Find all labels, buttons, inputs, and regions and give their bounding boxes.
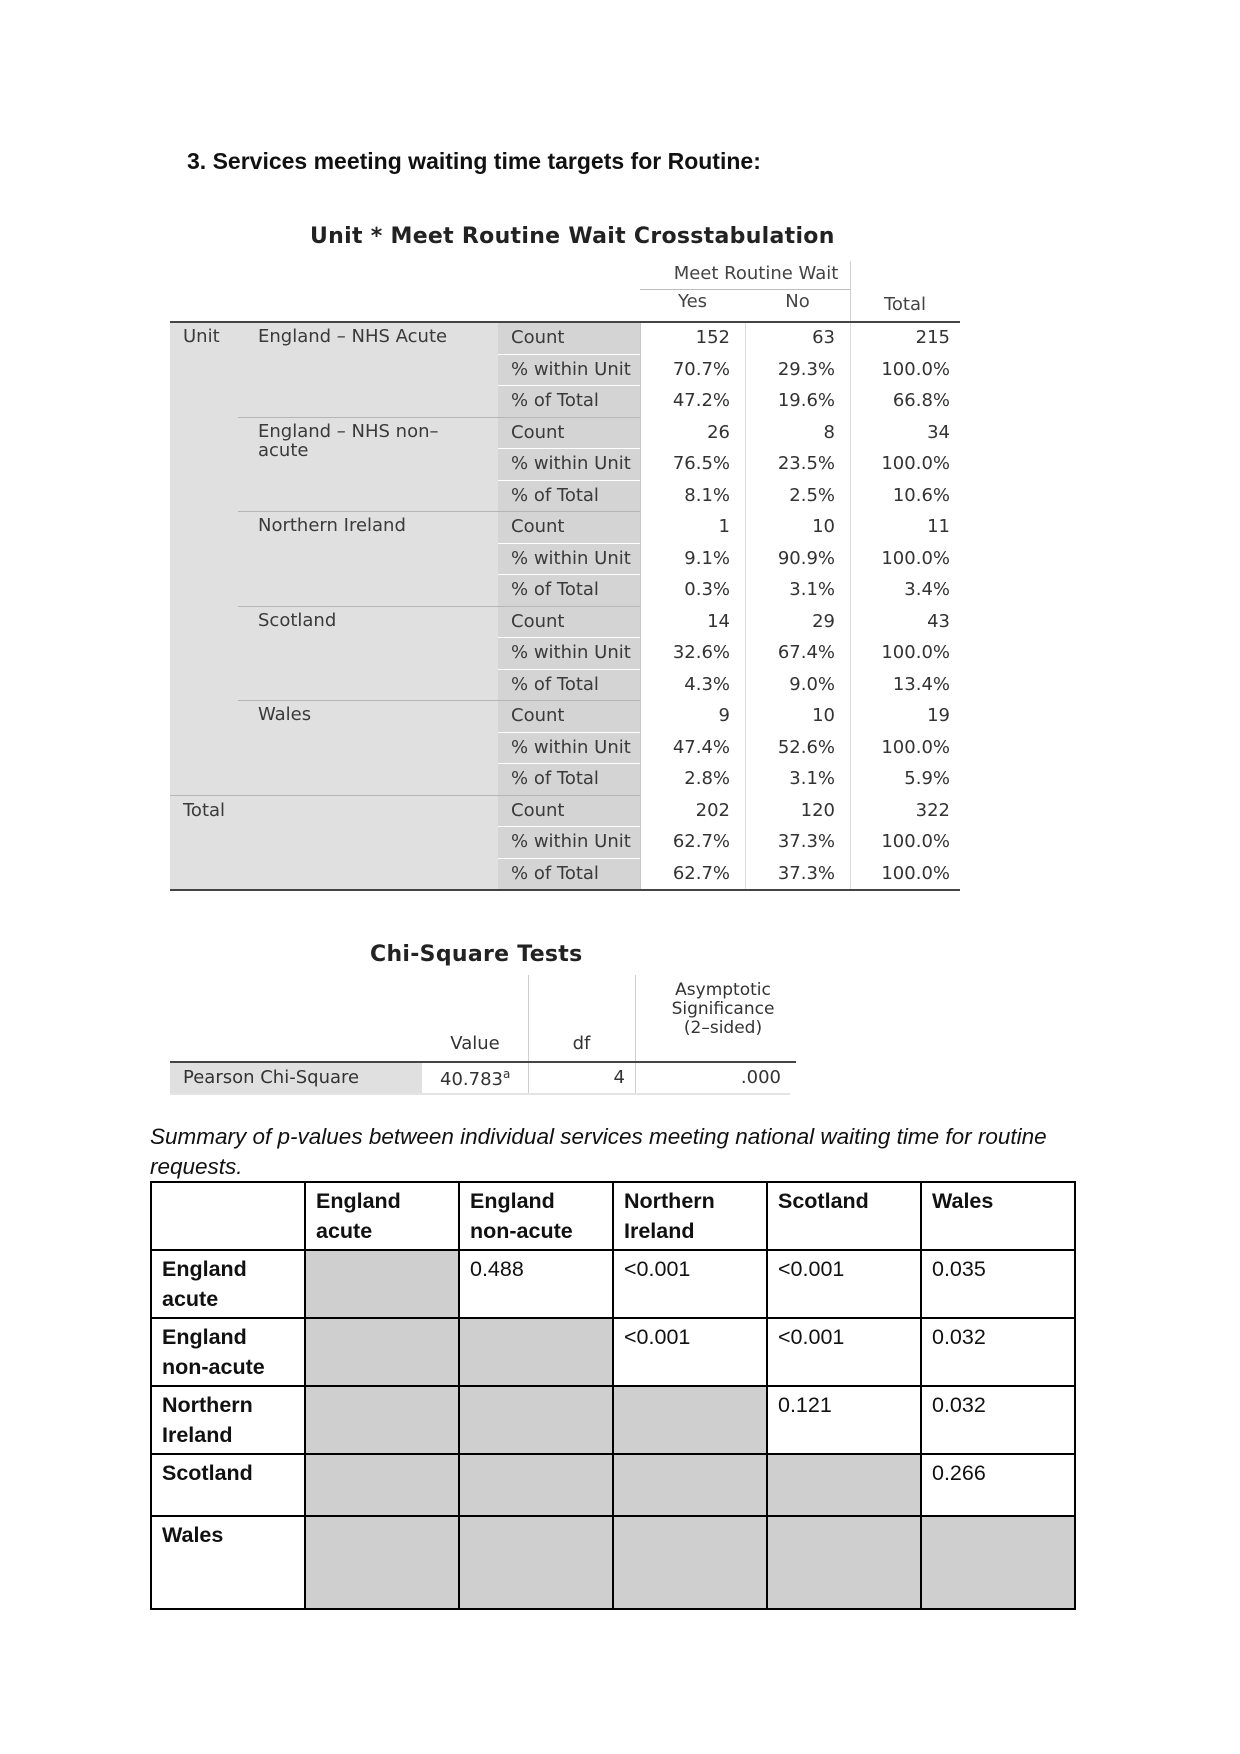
stat-label: Count <box>511 705 565 726</box>
stat-label: % of Total <box>511 484 599 506</box>
yes-cell: 62.7% <box>672 862 730 884</box>
group-divider <box>170 795 640 796</box>
pvalue-corner-cell <box>151 1182 305 1250</box>
no-cell: 23.5% <box>777 453 835 474</box>
row-var-label: Unit <box>183 326 220 347</box>
pvalue-cell: <0.001 <box>767 1250 921 1318</box>
no-cell: 90.9% <box>777 547 835 569</box>
group-divider <box>238 700 640 701</box>
pvalue-cell: 0.032 <box>921 1318 1075 1386</box>
row-divider <box>498 763 960 764</box>
row-divider <box>498 480 960 481</box>
yes-cell: 1 <box>718 516 730 537</box>
stat-label: Count <box>511 799 565 821</box>
pvalue-row <box>151 1516 1075 1609</box>
group-divider <box>238 606 640 607</box>
row-divider <box>498 574 960 575</box>
pvalue-cell-blank <box>921 1516 1075 1609</box>
pvalue-cell-blank <box>613 1454 767 1516</box>
yes-cell: 26 <box>707 421 730 443</box>
row-divider <box>498 448 960 449</box>
col-sig-header-2: Significance <box>671 999 775 1019</box>
pvalue-cell-blank <box>767 1454 921 1516</box>
pvalue-cell: 0.032 <box>921 1386 1075 1454</box>
stat-label: % of Total <box>511 390 599 411</box>
yes-cell: 152 <box>695 327 730 348</box>
yes-cell: 202 <box>695 799 730 821</box>
total-label: Total <box>183 799 226 821</box>
stat-label: % within Unit <box>511 358 631 380</box>
group-header: Meet Routine Wait <box>673 263 839 284</box>
stat-label: % of Total <box>511 862 599 884</box>
no-cell: 52.6% <box>777 736 835 758</box>
unit-label: Northern Ireland <box>258 515 406 536</box>
yes-cell: 47.2% <box>672 390 730 411</box>
total-cell: 43 <box>927 610 950 632</box>
stat-label: Count <box>511 327 565 348</box>
pvalue-col-header: Wales <box>921 1182 1075 1250</box>
stat-label: Count <box>511 516 565 537</box>
yes-cell: 0.3% <box>684 579 730 600</box>
chi-value-number: 40.783 <box>440 1069 503 1090</box>
yes-cell: 2.8% <box>684 768 730 789</box>
no-cell: 3.1% <box>789 579 835 600</box>
yes-cell: 47.4% <box>672 736 730 758</box>
pvalue-row <box>151 1318 1075 1386</box>
row-divider <box>498 669 960 670</box>
stat-label: % within Unit <box>511 736 631 758</box>
total-cell: 11 <box>927 516 950 537</box>
no-cell: 29.3% <box>777 358 835 380</box>
pvalue-cell-blank <box>767 1516 921 1609</box>
no-cell: 19.6% <box>777 390 835 411</box>
pvalue-cell-blank <box>305 1318 459 1386</box>
total-cell: 322 <box>915 799 950 821</box>
unit-label: England – NHS non– <box>258 420 439 442</box>
yes-cell: 62.7% <box>672 831 730 852</box>
pvalue-cell: <0.001 <box>613 1250 767 1318</box>
pvalue-col-header: Scotland <box>767 1182 921 1250</box>
unit-label: Wales <box>258 704 312 725</box>
pvalue-row-label: Wales <box>151 1516 305 1609</box>
pvalue-row <box>151 1454 1075 1516</box>
pvalue-cell-blank <box>305 1516 459 1609</box>
stat-label: Count <box>511 610 565 632</box>
col-sig-header-1: Asymptotic <box>675 980 771 1000</box>
pvalue-cell: 0.266 <box>921 1454 1075 1516</box>
stat-label: % within Unit <box>511 547 631 569</box>
total-cell: 100.0% <box>881 736 950 758</box>
no-cell: 120 <box>800 799 835 821</box>
total-cell: 5.9% <box>904 768 950 789</box>
no-cell: 2.5% <box>789 484 835 506</box>
chi-sig: .000 <box>740 1067 781 1088</box>
unit-label: Scotland <box>258 609 337 631</box>
pvalue-col-header: England acute <box>305 1182 459 1250</box>
chi-square-title: Chi-Square Tests <box>370 942 583 967</box>
yes-cell: 9.1% <box>684 547 730 569</box>
col-df-header: df <box>572 1033 591 1054</box>
pvalue-cell-blank <box>613 1516 767 1609</box>
total-cell: 19 <box>927 705 950 726</box>
yes-cell: 76.5% <box>672 453 730 474</box>
crosstab-title: Unit * Meet Routine Wait Crosstabulation <box>310 224 835 249</box>
chi-value-footnote: a <box>502 1067 511 1081</box>
pvalue-row-label: Scotland <box>151 1454 305 1516</box>
total-cell: 100.0% <box>881 358 950 380</box>
pvalue-col-header: England non-acute <box>459 1182 613 1250</box>
yes-cell: 9 <box>718 705 730 726</box>
no-cell: 37.3% <box>777 831 835 852</box>
no-cell: 37.3% <box>777 862 835 884</box>
row-divider <box>498 637 960 638</box>
pvalue-cell: 0.035 <box>921 1250 1075 1318</box>
group-divider <box>238 417 640 418</box>
col-total-header: Total <box>883 294 927 315</box>
pvalue-row-label: England non-acute <box>151 1318 305 1386</box>
pvalue-row <box>151 1250 1075 1318</box>
col-divider <box>640 323 641 889</box>
group-divider <box>238 511 640 512</box>
pvalue-cell-blank <box>459 1386 613 1454</box>
pvalue-cell: 0.488 <box>459 1250 613 1318</box>
total-cell: 100.0% <box>881 547 950 569</box>
pvalue-cell-blank <box>305 1454 459 1516</box>
no-cell: 3.1% <box>789 768 835 789</box>
total-cell: 13.4% <box>892 673 950 695</box>
chi-value <box>440 1067 510 1090</box>
stat-label: % of Total <box>511 579 599 600</box>
pvalue-cell: 0.121 <box>767 1386 921 1454</box>
pvalue-row-label: England acute <box>151 1250 305 1318</box>
no-cell: 29 <box>812 610 835 632</box>
pvalue-cell: <0.001 <box>613 1318 767 1386</box>
total-cell: 100.0% <box>881 831 950 852</box>
stat-label: % of Total <box>511 673 599 695</box>
total-cell: 100.0% <box>881 862 950 884</box>
total-cell: 215 <box>915 327 950 348</box>
summary-caption: Summary of p-values between individual services meeting national waiting time for routine requests. <box>150 1124 1047 1179</box>
total-cell: 100.0% <box>881 642 950 663</box>
row-divider <box>498 826 960 827</box>
pvalue-cell: <0.001 <box>767 1318 921 1386</box>
pvalue-cell-blank <box>459 1516 613 1609</box>
crosstab-table <box>170 261 960 891</box>
no-cell: 10 <box>812 516 835 537</box>
chi-square-table <box>170 975 790 1095</box>
pearson-label: Pearson Chi-Square <box>183 1067 360 1088</box>
no-cell: 9.0% <box>789 673 835 695</box>
total-cell: 66.8% <box>892 390 950 411</box>
row-divider <box>498 543 960 544</box>
row-divider <box>498 858 960 859</box>
col-yes-header: Yes <box>677 291 708 312</box>
total-cell: 10.6% <box>892 484 950 506</box>
pvalue-cell-blank <box>459 1454 613 1516</box>
group-underline <box>640 289 850 290</box>
stat-label: % within Unit <box>511 453 631 474</box>
yes-cell: 8.1% <box>684 484 730 506</box>
no-cell: 63 <box>812 327 835 348</box>
row-divider <box>498 354 960 355</box>
stat-label: % within Unit <box>511 831 631 852</box>
stat-label: % within Unit <box>511 642 631 663</box>
pvalue-col-header: Northern Ireland <box>613 1182 767 1250</box>
total-cell: 100.0% <box>881 453 950 474</box>
unit-label-cont: acute <box>258 439 309 461</box>
pvalue-cell-blank <box>305 1250 459 1318</box>
row-divider <box>498 732 960 733</box>
bottom-rule <box>170 889 960 891</box>
stat-label: Count <box>511 421 565 443</box>
pvalue-table <box>150 1181 1076 1610</box>
total-cell: 3.4% <box>904 579 950 600</box>
col-divider <box>850 323 851 889</box>
row-divider <box>498 385 960 386</box>
yes-cell: 32.6% <box>672 642 730 663</box>
header-rule <box>170 321 960 323</box>
yes-cell: 4.3% <box>684 673 730 695</box>
yes-cell: 14 <box>707 610 730 632</box>
total-cell: 34 <box>927 421 950 443</box>
stat-label: % of Total <box>511 768 599 789</box>
pvalue-row <box>151 1386 1075 1454</box>
chi-bottom-edge <box>170 1093 790 1095</box>
pvalue-cell-blank <box>613 1386 767 1454</box>
col-sig-header-3: (2–sided) <box>683 1018 763 1038</box>
pvalue-row-label: Northern Ireland <box>151 1386 305 1454</box>
no-cell: 8 <box>823 421 835 443</box>
section-heading: 3. Services meeting waiting time targets for Routine: <box>187 148 761 174</box>
pvalue-header-row <box>151 1182 1075 1250</box>
no-cell: 67.4% <box>777 642 835 663</box>
pvalue-cell-blank <box>305 1386 459 1454</box>
pvalue-cell-blank <box>459 1318 613 1386</box>
no-cell: 10 <box>812 705 835 726</box>
yes-cell: 70.7% <box>672 358 730 380</box>
col-value-header: Value <box>450 1033 500 1054</box>
col-no-header: No <box>785 291 810 312</box>
unit-label: England – NHS Acute <box>258 326 448 347</box>
chi-df: 4 <box>613 1067 625 1088</box>
col-divider <box>745 323 746 889</box>
